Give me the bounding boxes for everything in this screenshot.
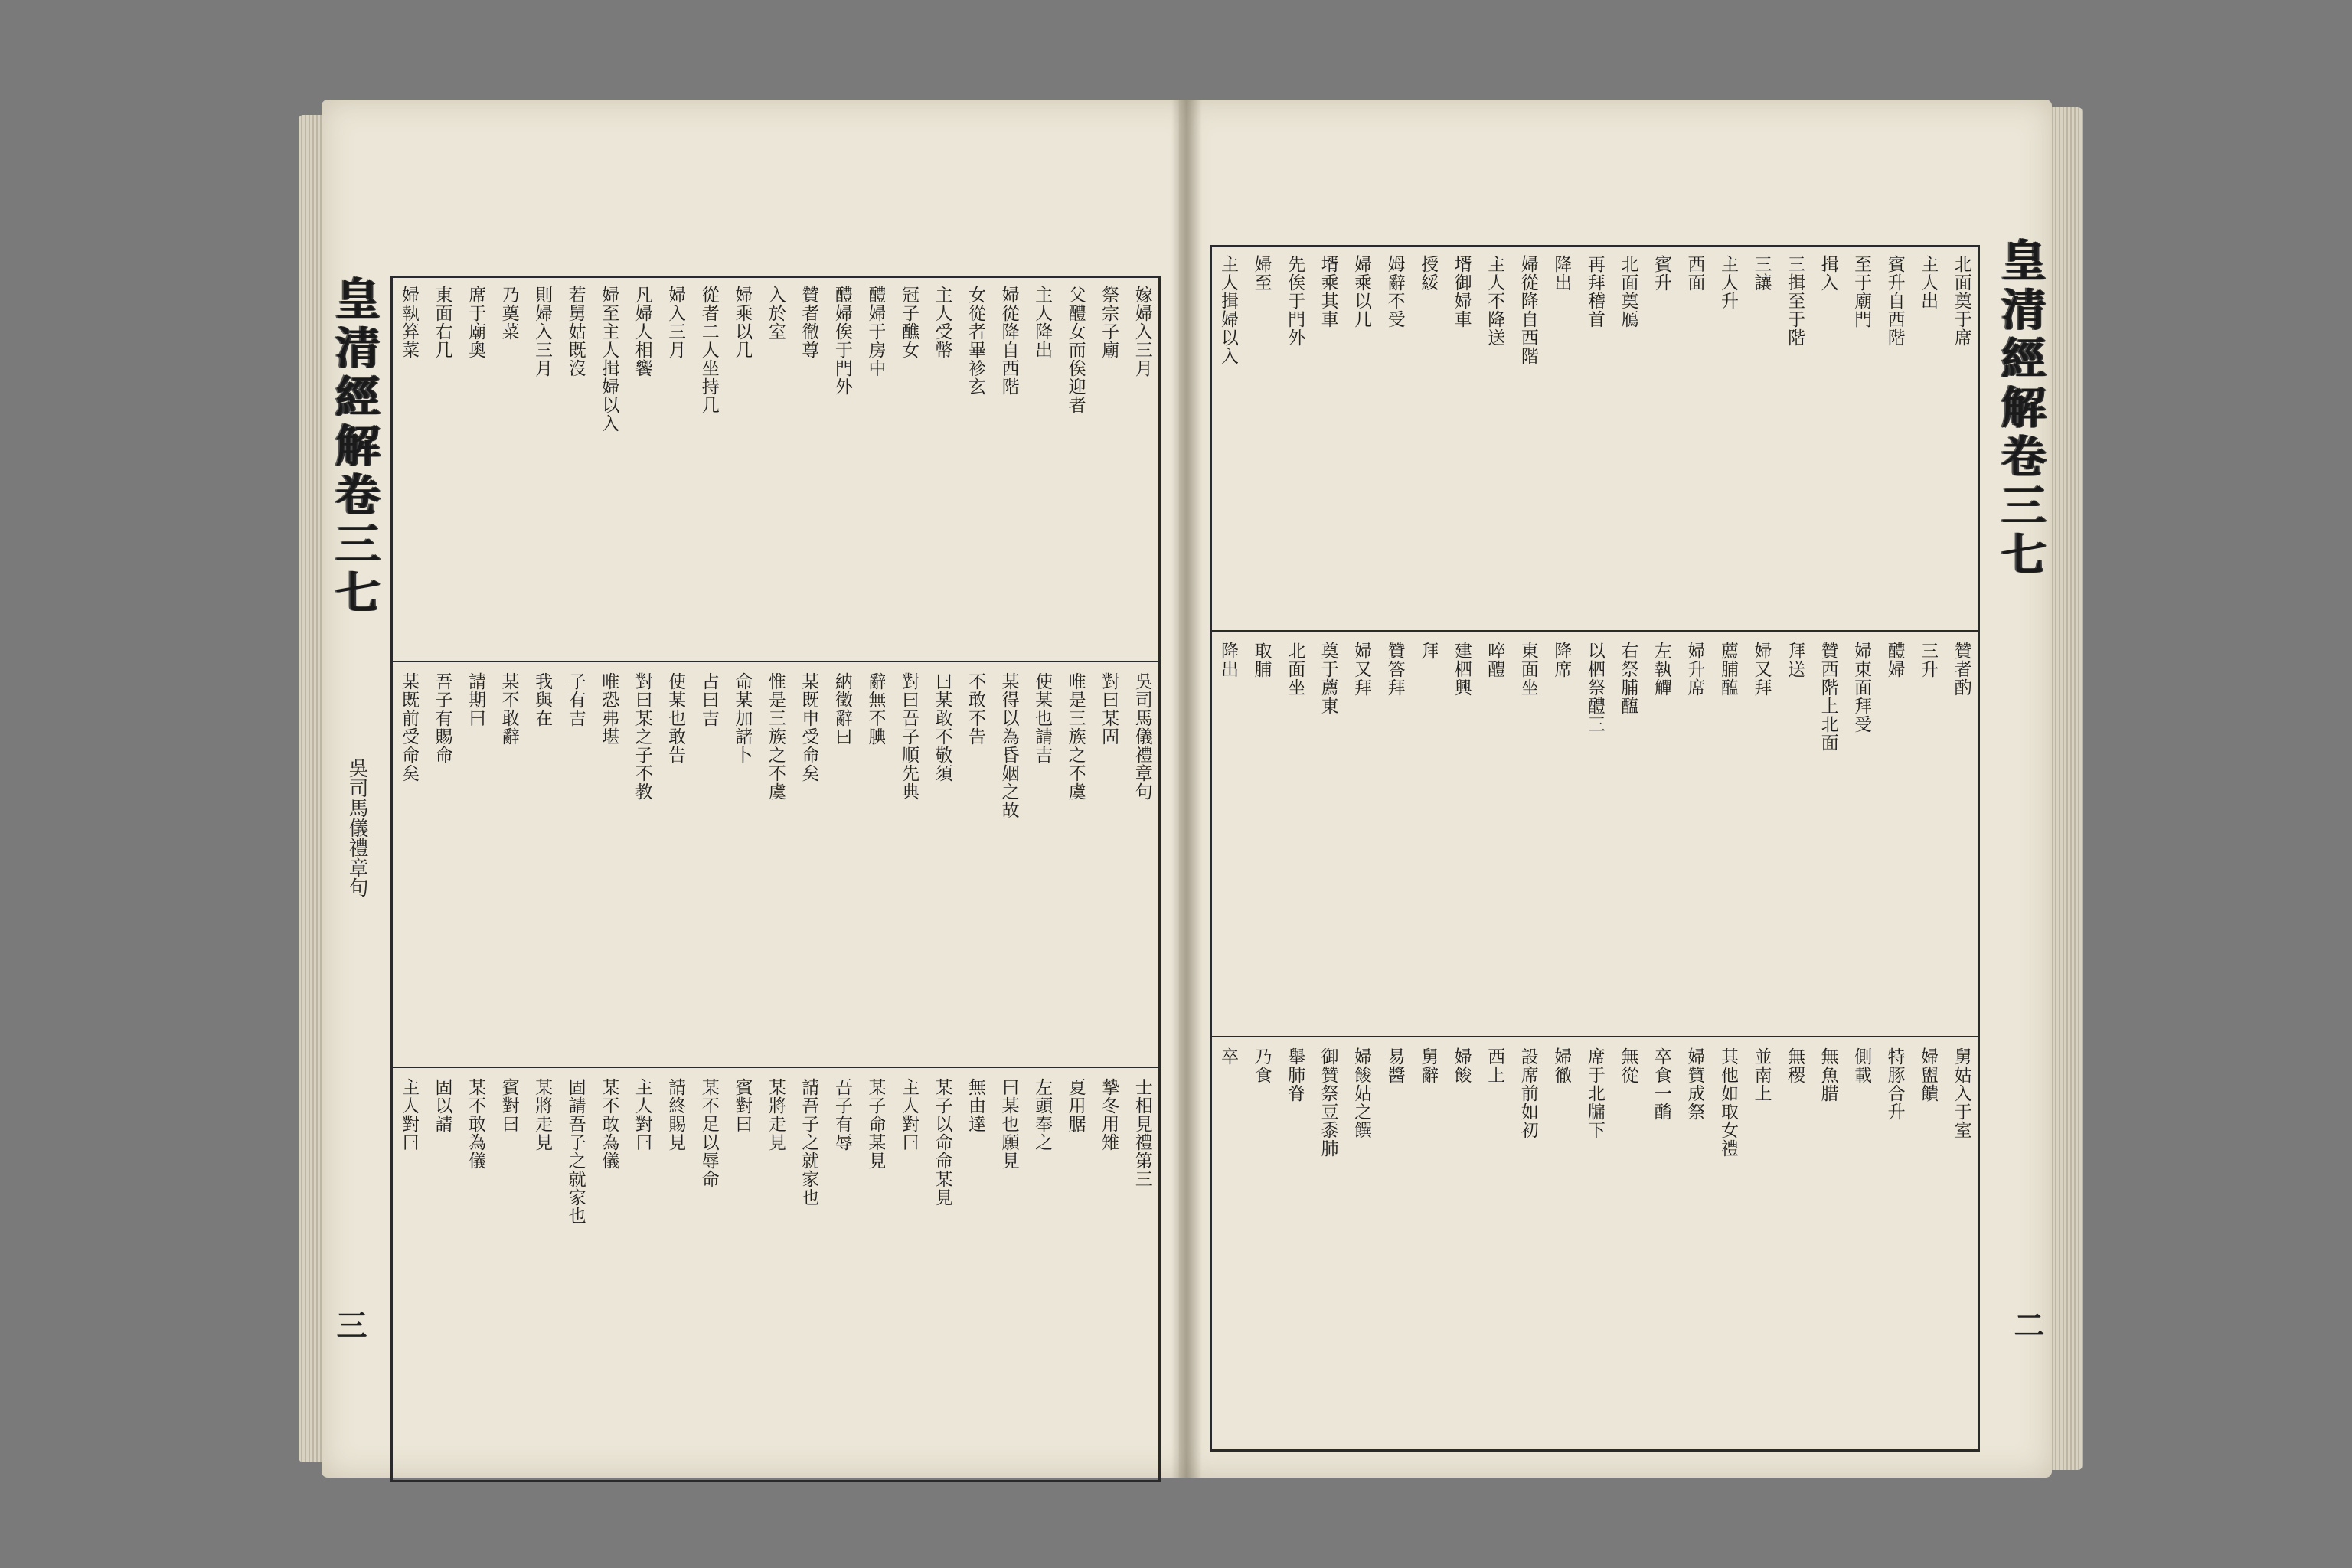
text-column: 乃奠菜 bbox=[498, 286, 519, 341]
text-column: 贊答拜 bbox=[1384, 642, 1405, 697]
text-column: 壻御婦車 bbox=[1451, 255, 1472, 328]
text-column: 請期曰 bbox=[466, 672, 486, 727]
text-column: 壻乘其車 bbox=[1318, 255, 1338, 328]
text-column: 御贊祭豆黍肺 bbox=[1318, 1047, 1338, 1158]
left-band-top-columns bbox=[399, 286, 1152, 653]
text-column: 薦脯醢 bbox=[1717, 642, 1738, 697]
text-column: 婦入三月 bbox=[665, 286, 686, 359]
right-side-title: 皇清經解卷三七 bbox=[1994, 237, 2046, 580]
text-column: 某不足以辱命 bbox=[698, 1078, 719, 1188]
left-credit: 吳司馬儀禮章句 bbox=[345, 758, 368, 897]
text-column: 拜送 bbox=[1785, 642, 1805, 678]
text-column: 對曰吾子順先典 bbox=[898, 672, 919, 801]
text-column: 賓對曰 bbox=[498, 1078, 519, 1133]
page-edges-right bbox=[2049, 107, 2082, 1470]
text-column: 無由達 bbox=[965, 1078, 986, 1133]
text-column: 某子命某見 bbox=[865, 1078, 886, 1170]
text-column: 辭無不腆 bbox=[865, 672, 886, 746]
text-column: 賓升自西階 bbox=[1884, 255, 1905, 347]
text-column: 婦至主人揖婦以入 bbox=[599, 286, 619, 433]
text-column: 並南上 bbox=[1751, 1047, 1772, 1102]
text-column: 對曰某之子不教 bbox=[632, 672, 652, 801]
text-column: 主人受幣 bbox=[932, 286, 952, 359]
text-column: 取脯 bbox=[1251, 642, 1272, 678]
text-column: 唯是三族之不虞 bbox=[1065, 672, 1086, 801]
text-column: 左頭奉之 bbox=[1032, 1078, 1053, 1152]
text-column: 吾子有辱 bbox=[831, 1078, 852, 1152]
text-column: 主人不降送 bbox=[1485, 255, 1505, 347]
text-column: 卒食一酳 bbox=[1651, 1047, 1671, 1121]
text-column: 某得以為昏姻之故 bbox=[998, 672, 1019, 819]
text-column: 惟是三族之不虞 bbox=[765, 672, 786, 801]
text-column: 設席前如初 bbox=[1517, 1047, 1538, 1139]
text-column: 醴婦 bbox=[1884, 642, 1905, 678]
text-column: 曰某敢不敬須 bbox=[932, 672, 952, 782]
text-column: 特豚合升 bbox=[1884, 1047, 1905, 1121]
text-column: 主人降出 bbox=[1032, 286, 1053, 359]
text-column: 祭宗子廟 bbox=[1099, 286, 1119, 359]
text-column: 易醬 bbox=[1384, 1047, 1405, 1084]
text-column: 吾子有賜命 bbox=[432, 672, 452, 764]
book-gutter bbox=[1171, 100, 1202, 1478]
open-book bbox=[299, 84, 2082, 1493]
left-side-title: 皇清經解卷三七 bbox=[328, 276, 380, 619]
text-column: 婦至 bbox=[1251, 255, 1272, 292]
text-column: 西面 bbox=[1684, 255, 1705, 292]
right-text-frame bbox=[1210, 245, 1980, 1452]
text-column: 父醴女而俟迎者 bbox=[1065, 286, 1086, 414]
text-column: 固請吾子之就家也 bbox=[565, 1078, 586, 1225]
text-column: 曰某也願見 bbox=[998, 1078, 1019, 1170]
text-column: 左執觶 bbox=[1651, 642, 1671, 697]
text-column: 東面右几 bbox=[432, 286, 452, 359]
text-column: 對曰某固 bbox=[1099, 672, 1119, 746]
right-band-bottom-columns bbox=[1218, 1047, 1971, 1442]
text-column: 冠子醮女 bbox=[898, 286, 919, 359]
text-column: 婦徹 bbox=[1551, 1047, 1572, 1084]
text-column: 乃食 bbox=[1251, 1047, 1272, 1084]
text-column: 主人對曰 bbox=[399, 1078, 419, 1152]
text-column: 賓對曰 bbox=[732, 1078, 753, 1133]
text-column: 三讓 bbox=[1751, 255, 1772, 292]
text-column: 士相見禮第三 bbox=[1132, 1078, 1152, 1188]
text-column: 卒 bbox=[1218, 1047, 1238, 1066]
text-column: 婦乘以几 bbox=[732, 286, 753, 359]
text-column: 贊者酌 bbox=[1951, 642, 1971, 697]
text-column: 揖入 bbox=[1818, 255, 1838, 292]
text-column: 婦執笲菜 bbox=[399, 286, 419, 359]
text-column: 從者二人坐持几 bbox=[698, 286, 719, 414]
text-column: 婦贊成祭 bbox=[1684, 1047, 1705, 1121]
text-column: 北面奠于席 bbox=[1951, 255, 1971, 347]
text-column: 北面奠鴈 bbox=[1618, 255, 1638, 328]
text-column: 無稷 bbox=[1785, 1047, 1805, 1084]
text-column: 拜 bbox=[1418, 642, 1439, 660]
text-column: 至于廟門 bbox=[1851, 255, 1872, 328]
text-column: 命某加諸卜 bbox=[732, 672, 753, 764]
text-column: 某將走見 bbox=[532, 1078, 553, 1152]
text-column: 西上 bbox=[1485, 1047, 1505, 1084]
text-column: 主人出 bbox=[1918, 255, 1939, 310]
text-column: 若舅姑既沒 bbox=[565, 286, 586, 377]
text-column: 側載 bbox=[1851, 1047, 1872, 1084]
text-column: 降出 bbox=[1551, 255, 1572, 292]
text-column: 舉肺脊 bbox=[1285, 1047, 1305, 1102]
text-column: 我與在 bbox=[532, 672, 553, 727]
text-column: 姆辭不受 bbox=[1384, 255, 1405, 328]
text-column: 嫁婦入三月 bbox=[1132, 286, 1152, 377]
text-column: 入於室 bbox=[765, 286, 786, 341]
text-column: 三升 bbox=[1918, 642, 1939, 678]
text-column: 無從 bbox=[1618, 1047, 1638, 1084]
text-column: 降席 bbox=[1551, 642, 1572, 678]
left-page bbox=[322, 100, 1202, 1478]
text-column: 婦餕姑之饌 bbox=[1351, 1047, 1372, 1139]
text-column: 三揖至于階 bbox=[1785, 255, 1805, 347]
text-column: 主人升 bbox=[1717, 255, 1738, 310]
text-column: 東面坐 bbox=[1517, 642, 1538, 697]
text-column: 某將走見 bbox=[765, 1078, 786, 1152]
text-column: 婦又拜 bbox=[1751, 642, 1772, 697]
text-column: 婦餕 bbox=[1451, 1047, 1472, 1084]
text-column: 子有吉 bbox=[565, 672, 586, 727]
text-column: 授綏 bbox=[1418, 255, 1439, 292]
text-column: 婦從降自西階 bbox=[1517, 255, 1538, 365]
left-folio: 三 bbox=[332, 1309, 368, 1340]
text-column: 某子以命命某見 bbox=[932, 1078, 952, 1207]
right-band-middle-columns bbox=[1218, 642, 1971, 1028]
text-column: 主人對曰 bbox=[632, 1078, 652, 1152]
text-column: 再拜稽首 bbox=[1584, 255, 1605, 328]
text-column: 則婦入三月 bbox=[532, 286, 553, 377]
text-column: 降出 bbox=[1218, 642, 1238, 678]
text-column: 席于北牖下 bbox=[1584, 1047, 1605, 1139]
left-text-frame bbox=[390, 276, 1161, 1482]
text-column: 使某也敢告 bbox=[665, 672, 686, 764]
text-column: 啐醴 bbox=[1485, 642, 1505, 678]
text-column: 唯恐弗堪 bbox=[599, 672, 619, 746]
text-column: 不敢不告 bbox=[965, 672, 986, 746]
text-column: 某不敢為儀 bbox=[599, 1078, 619, 1170]
text-column: 北面坐 bbox=[1285, 642, 1305, 697]
text-column: 婦升席 bbox=[1684, 642, 1705, 697]
text-column: 無魚腊 bbox=[1818, 1047, 1838, 1102]
right-band-top-columns bbox=[1218, 255, 1971, 622]
text-column: 賓升 bbox=[1651, 255, 1671, 292]
text-column: 贊者徹尊 bbox=[799, 286, 819, 359]
text-column: 建柶興 bbox=[1451, 642, 1472, 697]
left-band-middle-columns bbox=[399, 672, 1152, 1059]
text-column: 婦又拜 bbox=[1351, 642, 1372, 697]
left-band-bottom-columns bbox=[399, 1078, 1152, 1472]
right-page bbox=[1179, 100, 2052, 1478]
text-column: 女從者畢袗玄 bbox=[965, 286, 986, 396]
text-column: 婦從降自西階 bbox=[998, 286, 1019, 396]
text-column: 先俟于門外 bbox=[1285, 255, 1305, 347]
text-column: 主人對曰 bbox=[898, 1078, 919, 1152]
text-column: 奠于薦東 bbox=[1318, 642, 1338, 715]
text-column: 婦盥饋 bbox=[1918, 1047, 1939, 1102]
text-column: 某不敢為儀 bbox=[466, 1078, 486, 1170]
text-column: 主人揖婦以入 bbox=[1218, 255, 1238, 365]
text-column: 某既前受命矣 bbox=[399, 672, 419, 782]
right-folio: 二 bbox=[2009, 1309, 2045, 1340]
text-column: 請吾子之就家也 bbox=[799, 1078, 819, 1207]
text-column: 納徵辭曰 bbox=[831, 672, 852, 746]
text-column: 使某也請吉 bbox=[1032, 672, 1053, 764]
text-column: 占曰吉 bbox=[698, 672, 719, 727]
text-column: 某不敢辭 bbox=[498, 672, 519, 746]
text-column: 席于廟奧 bbox=[466, 286, 486, 359]
text-column: 婦東面拜受 bbox=[1851, 642, 1872, 733]
text-column: 凡婦人相饗 bbox=[632, 286, 652, 377]
text-column: 請終賜見 bbox=[665, 1078, 686, 1152]
text-column: 某既申受命矣 bbox=[799, 672, 819, 782]
text-column: 舅辭 bbox=[1418, 1047, 1439, 1084]
text-column: 吳司馬儀禮章句 bbox=[1132, 672, 1152, 801]
text-column: 贊西階上北面 bbox=[1818, 642, 1838, 752]
text-column: 以柶祭醴三 bbox=[1584, 642, 1605, 733]
text-column: 固以請 bbox=[432, 1078, 452, 1133]
text-column: 夏用腒 bbox=[1065, 1078, 1086, 1133]
text-column: 舅姑入于室 bbox=[1951, 1047, 1971, 1139]
text-column: 醴婦于房中 bbox=[865, 286, 886, 377]
text-column: 右祭脯醢 bbox=[1618, 642, 1638, 715]
text-column: 摯冬用雉 bbox=[1099, 1078, 1119, 1152]
text-column: 婦乘以几 bbox=[1351, 255, 1372, 328]
text-column: 其他如取女禮 bbox=[1717, 1047, 1738, 1158]
text-column: 醴婦俟于門外 bbox=[831, 286, 852, 396]
